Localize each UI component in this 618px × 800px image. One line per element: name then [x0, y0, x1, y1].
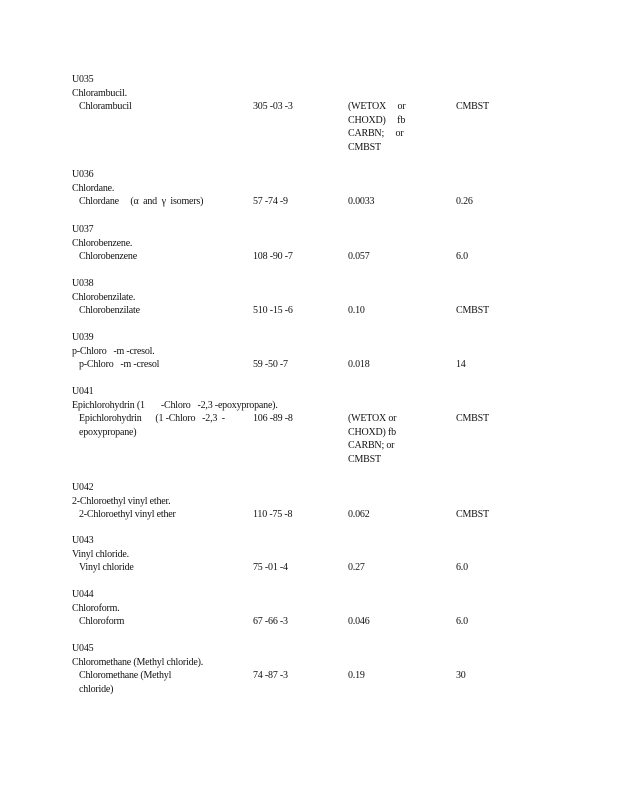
treatment-standard-nonwastewater: CMBST — [456, 509, 489, 520]
constituent-row — [72, 358, 552, 372]
constituent-name: Chlordane (α and γ isomers) — [79, 196, 204, 207]
technology-line: (WETOX or — [348, 413, 397, 424]
treatment-standard-wastewater: 0.057 — [348, 251, 370, 262]
waste-title: p-Chloro -m -cresol. — [72, 345, 155, 357]
constituent-row — [72, 100, 552, 153]
treatment-standard-nonwastewater: 6.0 — [456, 251, 468, 262]
cas-number: 510 -15 -6 — [253, 305, 293, 316]
cas-number: 75 -01 -4 — [253, 562, 288, 573]
constituent-name — [79, 412, 249, 439]
waste-code: U041 — [72, 386, 94, 397]
constituent-name: Chlorobenzilate — [79, 305, 140, 316]
waste-code: U036 — [72, 169, 94, 180]
treatment-standard-wastewater: 0.046 — [348, 616, 370, 627]
constituent-name: Chloroform — [79, 616, 125, 627]
cas-number: 74 -87 -3 — [253, 670, 288, 681]
technology-line: CARBN; or — [348, 440, 395, 451]
treatment-standard-wastewater: 0.10 — [348, 305, 365, 316]
constituent-name-line: chloride) — [79, 683, 114, 695]
treatment-standard-wastewater: 0.018 — [348, 359, 370, 370]
waste-title: Chlordane. — [72, 182, 115, 194]
treatment-standard-nonwastewater: CMBST — [456, 305, 489, 316]
constituent-name: 2-Chloroethyl vinyl ether — [79, 509, 176, 520]
cas-number: 110 -75 -8 — [253, 509, 293, 520]
treatment-standard-nonwastewater: 30 — [456, 670, 466, 681]
waste-entry-u041 — [72, 385, 552, 465]
waste-entry-u039 — [72, 331, 552, 372]
treatment-standard-nonwastewater: 0.26 — [456, 196, 473, 207]
cas-number: 67 -66 -3 — [253, 616, 288, 627]
treatment-standard-wastewater: 0.19 — [348, 670, 365, 681]
technology-line: CMBST — [348, 453, 381, 465]
cas-number: 59 -50 -7 — [253, 359, 288, 370]
treatment-standard-nonwastewater: CMBST — [456, 413, 489, 424]
treatment-standard-nonwastewater: CMBST — [456, 101, 489, 112]
technology-line: CMBST — [348, 141, 381, 153]
constituent-name-line: Chloromethane (Methyl — [79, 670, 172, 681]
waste-title: Chloroform. — [72, 602, 120, 614]
treatment-standard-wastewater — [348, 100, 420, 154]
constituent-name-line: epoxypropane) — [79, 426, 137, 438]
constituent-row — [72, 412, 552, 465]
constituent-name: p-Chloro -m -cresol — [79, 359, 160, 370]
waste-entry-u042 — [72, 481, 552, 522]
waste-title: Vinyl chloride. — [72, 548, 129, 560]
constituent-row — [72, 561, 552, 575]
waste-title: Chloromethane (Methyl chloride). — [72, 656, 204, 668]
constituent-name — [79, 669, 249, 696]
treatment-standard-nonwastewater: 6.0 — [456, 562, 468, 573]
constituent-name: Vinyl chloride — [79, 562, 134, 573]
treatment-standard-nonwastewater: 6.0 — [456, 616, 468, 627]
treatment-standard-wastewater: 0.27 — [348, 562, 365, 573]
waste-entry-u044 — [72, 588, 552, 629]
constituent-row — [72, 250, 552, 264]
waste-entry-u036 — [72, 168, 552, 209]
treatment-standard-wastewater — [348, 412, 414, 466]
cas-number: 108 -90 -7 — [253, 251, 293, 262]
waste-entry-u038 — [72, 277, 552, 318]
waste-code: U038 — [72, 278, 94, 289]
constituent-row — [72, 195, 552, 209]
cas-number: 57 -74 -9 — [253, 196, 288, 207]
waste-code: U037 — [72, 224, 94, 235]
waste-code: U042 — [72, 482, 94, 493]
technology-line: CHOXD) fb — [348, 426, 396, 438]
constituent-row — [72, 669, 552, 695]
technology-line: (WETOX or — [348, 101, 406, 112]
waste-title: 2-Chloroethyl vinyl ether. — [72, 495, 171, 507]
constituent-name-line: Epichlorohydrin (1 -Chloro -2,3 - — [79, 413, 225, 424]
treatment-standard-wastewater: 0.062 — [348, 509, 370, 520]
waste-code: U044 — [72, 589, 94, 600]
waste-title: Chlorobenzene. — [72, 237, 133, 249]
waste-code: U039 — [72, 332, 94, 343]
waste-title: Chlorambucil. — [72, 87, 127, 99]
constituent-row — [72, 615, 552, 629]
constituent-name: Chlorobenzene — [79, 251, 137, 262]
constituent-row — [72, 508, 552, 522]
technology-line: CARBN; or — [348, 128, 404, 139]
waste-entry-u035 — [72, 73, 552, 153]
cas-number: 106 -89 -8 — [253, 413, 293, 424]
constituent-name: Chlorambucil — [79, 101, 132, 112]
constituent-row — [72, 304, 552, 318]
waste-title: Epichlorohydrin (1 -Chloro -2,3 -epoxypropane). — [72, 399, 278, 411]
technology-line: CHOXD) fb — [348, 114, 406, 126]
waste-entry-u037 — [72, 223, 552, 264]
waste-entry-u043 — [72, 534, 552, 575]
waste-title: Chlorobenzilate. — [72, 291, 136, 303]
waste-entry-u045 — [72, 642, 552, 695]
waste-code: U035 — [72, 74, 94, 85]
cas-number: 305 -03 -3 — [253, 101, 293, 112]
waste-code: U045 — [72, 643, 94, 654]
waste-code: U043 — [72, 535, 94, 546]
treatment-standard-wastewater: 0.0033 — [348, 196, 375, 207]
treatment-standard-nonwastewater: 14 — [456, 359, 466, 370]
